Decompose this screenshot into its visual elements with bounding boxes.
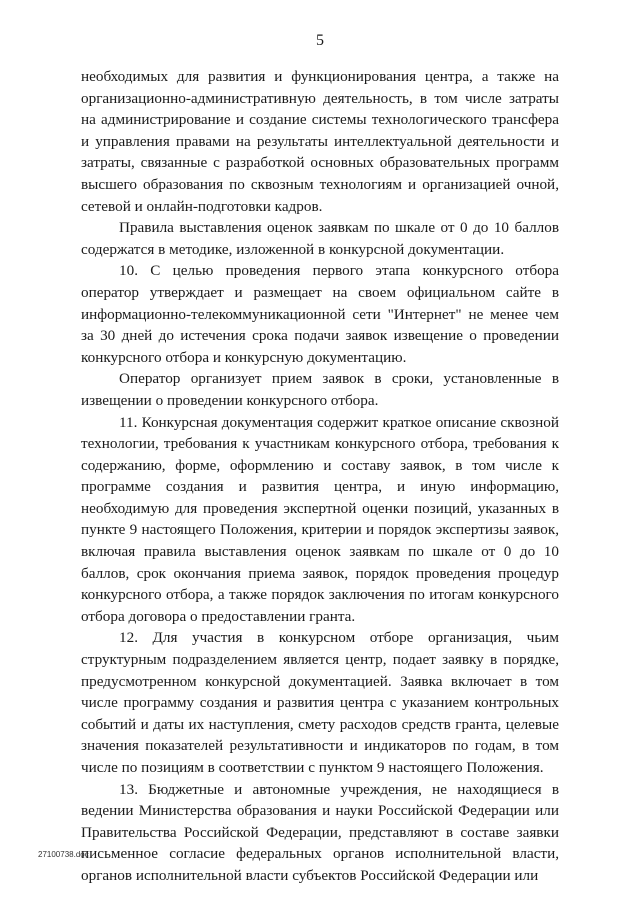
document-file-id: 27100738.doc [38,850,89,859]
paragraph-item-11: 11. Конкурсная документация содержит краткое описание сквозной технологии, требования к участникам конкурсного отбора, требования к содержанию, форме, оформлению и составу заявок, в том числе к программе создания и развития центра, и иную информацию, необходимую для проведения экспертной оценки позиций, указанных в пункте 9 настоящего Положения, критерии и порядок экспертизы заявок, включая правила выставления оценок заявкам по шкале от 0 до 10 баллов, срок окончания приема заявок, порядок проведения процедур конкурсного отбора, а также порядок заключения по итогам конкурсного отбора договора о предоставлении гранта. [81,413,559,625]
paragraph-continuation: необходимых для развития и функционирования центра, а также на организационно-административную деятельность, в том числе затраты на администрирование и создание системы технологического трансфера и управления правами на результаты интеллектуальной деятельности и затраты, связанные с разработкой основных образовательных программ высшего образования по сквозным технологиям и организацией очной, сетевой и онлайн-подготовки кадров. [81,68,559,215]
paragraph-scoring-rules: Правила выставления оценок заявкам по шкале от 0 до 10 баллов содержатся в методике, изложенной в конкурсной документации. [81,219,559,258]
paragraph-item-10: 10. С целью проведения первого этапа конкурсного отбора оператор утверждает и размещает на своем официальном сайте в информационно-телекоммуникационной сети "Интернет" не менее чем за 30 дней до истечения срока подачи заявок извещение о проведении конкурсного отбора и конкурсную документацию. [81,262,559,366]
paragraph-item-12: 12. Для участия в конкурсном отборе организация, чьим структурным подразделением является центр, подает заявку в порядке, предусмотренном конкурсной документацией. Заявка включает в том числе программу создания и развития центра с указанием контрольных событий и даты их наступления, смету расходов средств гранта, целевые значения показателей результативности и индикаторов по годам, в том числе по позициям в соответствии с пунктом 9 настоящего Положения. [81,629,559,776]
paragraph-application-intake: Оператор организует прием заявок в сроки, установленные в извещении о проведении конкурсного отбора. [81,370,559,409]
paragraph-item-13: 13. Бюджетные и автономные учреждения, не находящиеся в ведении Министерства образования и науки Российской Федерации или Правительства Российской Федерации, представляют в составе заявки письменное согласие федеральных органов исполнительной власти, органов исполнительной власти субъектов Российской Федерации или [81,780,559,884]
page-number: 5 [316,32,324,49]
document-body [81,66,559,887]
